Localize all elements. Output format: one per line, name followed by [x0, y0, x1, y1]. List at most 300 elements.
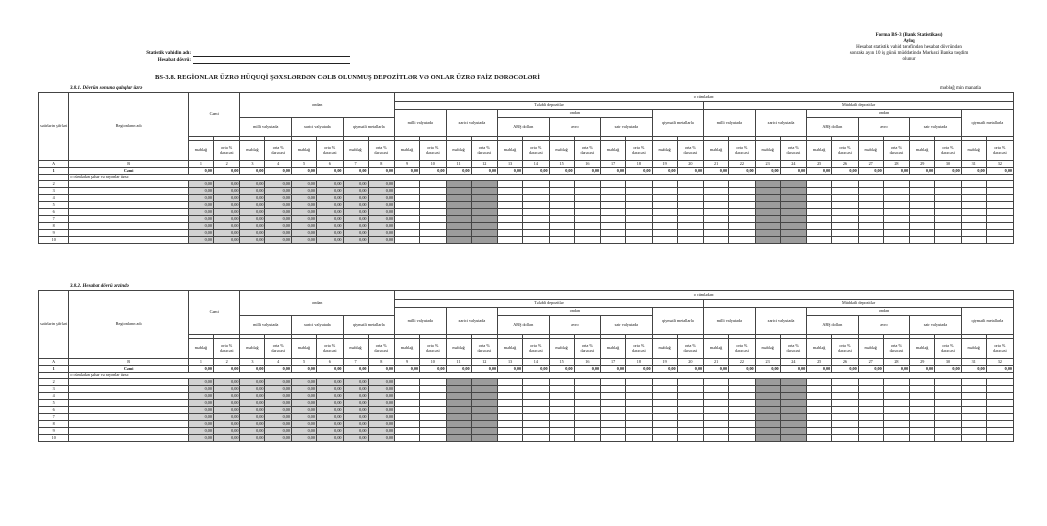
data-cell[interactable] — [446, 421, 471, 428]
data-cell[interactable] — [807, 435, 832, 442]
data-cell[interactable]: 0,00 — [343, 421, 368, 428]
data-cell[interactable]: 0,00 — [188, 181, 213, 188]
data-cell[interactable] — [498, 435, 523, 442]
data-cell[interactable] — [807, 188, 832, 195]
data-cell[interactable] — [807, 202, 832, 209]
data-cell[interactable] — [498, 237, 523, 244]
data-cell[interactable]: 0,00 — [188, 202, 213, 209]
data-cell[interactable]: 0,00 — [368, 379, 395, 386]
data-cell[interactable] — [395, 181, 420, 188]
data-cell[interactable] — [395, 223, 420, 230]
data-cell[interactable] — [677, 202, 704, 209]
data-cell[interactable] — [910, 428, 935, 435]
data-cell[interactable] — [677, 230, 704, 237]
data-cell[interactable] — [961, 435, 986, 442]
data-cell[interactable] — [574, 414, 601, 421]
data-cell[interactable]: 0,00 — [368, 407, 395, 414]
total-value-cell[interactable]: 0,00 — [395, 366, 420, 373]
data-cell[interactable] — [498, 400, 523, 407]
region-name-cell[interactable] — [69, 414, 189, 421]
data-cell[interactable] — [935, 386, 962, 393]
data-cell[interactable] — [652, 386, 677, 393]
data-cell[interactable] — [601, 393, 626, 400]
data-cell[interactable] — [677, 435, 704, 442]
total-value-cell[interactable]: 0,00 — [986, 168, 1013, 175]
total-value-cell[interactable]: 0,00 — [935, 168, 962, 175]
data-cell[interactable] — [729, 223, 756, 230]
data-cell[interactable]: 0,00 — [316, 195, 343, 202]
data-cell[interactable] — [446, 195, 471, 202]
total-value-cell[interactable]: 0,00 — [316, 366, 343, 373]
data-cell[interactable] — [574, 209, 601, 216]
data-cell[interactable] — [961, 379, 986, 386]
data-cell[interactable] — [883, 230, 910, 237]
data-cell[interactable] — [574, 407, 601, 414]
data-cell[interactable] — [755, 181, 780, 188]
total-value-cell[interactable]: 0,00 — [574, 168, 601, 175]
data-cell[interactable] — [961, 195, 986, 202]
data-cell[interactable] — [626, 400, 653, 407]
data-cell[interactable] — [574, 428, 601, 435]
data-cell[interactable] — [755, 428, 780, 435]
data-cell[interactable] — [883, 428, 910, 435]
total-value-cell[interactable]: 0,00 — [265, 168, 292, 175]
data-cell[interactable] — [935, 223, 962, 230]
data-cell[interactable] — [986, 428, 1013, 435]
data-cell[interactable] — [704, 181, 729, 188]
data-cell[interactable] — [601, 181, 626, 188]
data-cell[interactable] — [986, 386, 1013, 393]
data-cell[interactable]: 0,00 — [316, 237, 343, 244]
data-cell[interactable]: 0,00 — [316, 407, 343, 414]
data-cell[interactable] — [755, 230, 780, 237]
data-cell[interactable]: 0,00 — [213, 237, 240, 244]
data-cell[interactable] — [652, 181, 677, 188]
total-value-cell[interactable]: 0,00 — [807, 366, 832, 373]
data-cell[interactable] — [420, 188, 447, 195]
data-cell[interactable]: 0,00 — [265, 188, 292, 195]
data-cell[interactable] — [858, 188, 883, 195]
data-cell[interactable] — [471, 223, 498, 230]
data-cell[interactable] — [961, 202, 986, 209]
total-value-cell[interactable]: 0,00 — [601, 168, 626, 175]
data-cell[interactable]: 0,00 — [265, 421, 292, 428]
data-cell[interactable] — [471, 195, 498, 202]
region-name-cell[interactable] — [69, 421, 189, 428]
data-cell[interactable] — [755, 386, 780, 393]
data-cell[interactable] — [858, 421, 883, 428]
data-cell[interactable] — [910, 414, 935, 421]
data-cell[interactable] — [807, 223, 832, 230]
data-cell[interactable] — [420, 181, 447, 188]
total-value-cell[interactable]: 0,00 — [807, 168, 832, 175]
data-cell[interactable]: 0,00 — [240, 400, 265, 407]
data-cell[interactable] — [780, 230, 807, 237]
data-cell[interactable]: 0,00 — [240, 188, 265, 195]
data-cell[interactable] — [446, 435, 471, 442]
data-cell[interactable]: 0,00 — [188, 428, 213, 435]
data-cell[interactable] — [704, 230, 729, 237]
data-cell[interactable] — [729, 414, 756, 421]
total-value-cell[interactable]: 0,00 — [420, 168, 447, 175]
data-cell[interactable] — [910, 188, 935, 195]
data-cell[interactable] — [601, 435, 626, 442]
data-cell[interactable] — [471, 428, 498, 435]
data-cell[interactable]: 0,00 — [368, 195, 395, 202]
data-cell[interactable] — [780, 188, 807, 195]
data-cell[interactable] — [677, 209, 704, 216]
total-value-cell[interactable]: 0,00 — [343, 366, 368, 373]
data-cell[interactable] — [523, 414, 550, 421]
data-cell[interactable]: 0,00 — [343, 237, 368, 244]
region-name-cell[interactable] — [69, 202, 189, 209]
data-cell[interactable] — [807, 421, 832, 428]
data-cell[interactable]: 0,00 — [291, 421, 316, 428]
data-cell[interactable] — [986, 223, 1013, 230]
data-cell[interactable] — [704, 386, 729, 393]
data-cell[interactable] — [729, 209, 756, 216]
data-cell[interactable] — [523, 216, 550, 223]
data-cell[interactable] — [471, 414, 498, 421]
data-cell[interactable] — [652, 188, 677, 195]
data-cell[interactable]: 0,00 — [240, 407, 265, 414]
data-cell[interactable] — [549, 407, 574, 414]
data-cell[interactable] — [498, 188, 523, 195]
data-cell[interactable]: 0,00 — [343, 428, 368, 435]
data-cell[interactable] — [910, 435, 935, 442]
data-cell[interactable] — [935, 195, 962, 202]
data-cell[interactable] — [471, 216, 498, 223]
data-cell[interactable] — [549, 195, 574, 202]
data-cell[interactable] — [832, 230, 859, 237]
data-cell[interactable] — [549, 428, 574, 435]
data-cell[interactable] — [652, 435, 677, 442]
total-value-cell[interactable]: 0,00 — [704, 366, 729, 373]
data-cell[interactable] — [961, 428, 986, 435]
data-cell[interactable] — [523, 237, 550, 244]
data-cell[interactable] — [626, 209, 653, 216]
data-cell[interactable] — [858, 414, 883, 421]
data-cell[interactable] — [652, 407, 677, 414]
data-cell[interactable] — [498, 230, 523, 237]
data-cell[interactable] — [832, 379, 859, 386]
data-cell[interactable]: 0,00 — [240, 421, 265, 428]
data-cell[interactable] — [755, 195, 780, 202]
data-cell[interactable]: 0,00 — [368, 393, 395, 400]
data-cell[interactable] — [471, 386, 498, 393]
data-cell[interactable] — [498, 181, 523, 188]
data-cell[interactable] — [986, 181, 1013, 188]
total-value-cell[interactable]: 0,00 — [523, 366, 550, 373]
data-cell[interactable] — [910, 407, 935, 414]
region-name-cell[interactable] — [69, 230, 189, 237]
data-cell[interactable] — [780, 195, 807, 202]
data-cell[interactable] — [471, 379, 498, 386]
data-cell[interactable] — [986, 407, 1013, 414]
data-cell[interactable]: 0,00 — [316, 393, 343, 400]
data-cell[interactable] — [549, 230, 574, 237]
data-cell[interactable]: 0,00 — [265, 428, 292, 435]
data-cell[interactable]: 0,00 — [343, 230, 368, 237]
data-cell[interactable] — [986, 188, 1013, 195]
data-cell[interactable] — [910, 195, 935, 202]
total-value-cell[interactable]: 0,00 — [316, 168, 343, 175]
data-cell[interactable] — [755, 237, 780, 244]
data-cell[interactable]: 0,00 — [213, 421, 240, 428]
data-cell[interactable] — [729, 195, 756, 202]
data-cell[interactable] — [704, 407, 729, 414]
data-cell[interactable] — [910, 216, 935, 223]
data-cell[interactable] — [420, 400, 447, 407]
data-cell[interactable] — [574, 435, 601, 442]
data-cell[interactable] — [395, 202, 420, 209]
data-cell[interactable]: 0,00 — [291, 386, 316, 393]
data-cell[interactable]: 0,00 — [343, 202, 368, 209]
data-cell[interactable] — [807, 386, 832, 393]
data-cell[interactable]: 0,00 — [368, 421, 395, 428]
data-cell[interactable] — [961, 223, 986, 230]
data-cell[interactable] — [395, 237, 420, 244]
data-cell[interactable] — [601, 428, 626, 435]
data-cell[interactable]: 0,00 — [213, 216, 240, 223]
data-cell[interactable] — [471, 237, 498, 244]
data-cell[interactable]: 0,00 — [291, 435, 316, 442]
data-cell[interactable] — [395, 379, 420, 386]
total-value-cell[interactable]: 0,00 — [188, 168, 213, 175]
data-cell[interactable]: 0,00 — [316, 421, 343, 428]
data-cell[interactable] — [471, 230, 498, 237]
data-cell[interactable] — [549, 421, 574, 428]
total-value-cell[interactable]: 0,00 — [858, 366, 883, 373]
data-cell[interactable]: 0,00 — [291, 414, 316, 421]
data-cell[interactable] — [935, 421, 962, 428]
data-cell[interactable] — [395, 407, 420, 414]
data-cell[interactable] — [395, 393, 420, 400]
data-cell[interactable]: 0,00 — [291, 379, 316, 386]
data-cell[interactable] — [523, 202, 550, 209]
data-cell[interactable] — [729, 237, 756, 244]
data-cell[interactable]: 0,00 — [213, 414, 240, 421]
data-cell[interactable] — [986, 435, 1013, 442]
data-cell[interactable] — [498, 223, 523, 230]
data-cell[interactable] — [832, 209, 859, 216]
data-cell[interactable] — [807, 230, 832, 237]
data-cell[interactable] — [832, 181, 859, 188]
data-cell[interactable] — [780, 237, 807, 244]
data-cell[interactable] — [704, 421, 729, 428]
data-cell[interactable] — [858, 216, 883, 223]
total-value-cell[interactable]: 0,00 — [858, 168, 883, 175]
data-cell[interactable] — [677, 195, 704, 202]
total-value-cell[interactable]: 0,00 — [935, 366, 962, 373]
data-cell[interactable] — [883, 421, 910, 428]
data-cell[interactable]: 0,00 — [240, 393, 265, 400]
data-cell[interactable]: 0,00 — [213, 209, 240, 216]
data-cell[interactable] — [910, 386, 935, 393]
total-value-cell[interactable]: 0,00 — [549, 366, 574, 373]
data-cell[interactable] — [523, 195, 550, 202]
data-cell[interactable]: 0,00 — [368, 216, 395, 223]
data-cell[interactable] — [446, 209, 471, 216]
data-cell[interactable] — [910, 181, 935, 188]
data-cell[interactable] — [446, 223, 471, 230]
data-cell[interactable] — [910, 230, 935, 237]
data-cell[interactable]: 0,00 — [213, 379, 240, 386]
data-cell[interactable] — [755, 379, 780, 386]
data-cell[interactable] — [549, 414, 574, 421]
data-cell[interactable] — [986, 230, 1013, 237]
data-cell[interactable] — [523, 181, 550, 188]
data-cell[interactable]: 0,00 — [265, 393, 292, 400]
data-cell[interactable] — [601, 202, 626, 209]
data-cell[interactable]: 0,00 — [213, 393, 240, 400]
region-name-cell[interactable] — [69, 435, 189, 442]
data-cell[interactable] — [626, 195, 653, 202]
data-cell[interactable] — [986, 393, 1013, 400]
total-value-cell[interactable]: 0,00 — [704, 168, 729, 175]
data-cell[interactable]: 0,00 — [343, 379, 368, 386]
data-cell[interactable] — [574, 386, 601, 393]
data-cell[interactable]: 0,00 — [188, 400, 213, 407]
data-cell[interactable] — [574, 421, 601, 428]
data-cell[interactable] — [601, 216, 626, 223]
data-cell[interactable] — [626, 407, 653, 414]
data-cell[interactable] — [652, 237, 677, 244]
region-name-cell[interactable] — [69, 386, 189, 393]
data-cell[interactable] — [420, 230, 447, 237]
total-value-cell[interactable]: 0,00 — [883, 168, 910, 175]
data-cell[interactable] — [986, 400, 1013, 407]
data-cell[interactable] — [471, 181, 498, 188]
data-cell[interactable]: 0,00 — [188, 407, 213, 414]
data-cell[interactable] — [677, 393, 704, 400]
region-name-cell[interactable] — [69, 209, 189, 216]
data-cell[interactable]: 0,00 — [265, 407, 292, 414]
data-cell[interactable] — [446, 379, 471, 386]
data-cell[interactable] — [986, 216, 1013, 223]
data-cell[interactable] — [755, 421, 780, 428]
data-cell[interactable]: 0,00 — [368, 435, 395, 442]
data-cell[interactable] — [807, 209, 832, 216]
data-cell[interactable] — [883, 407, 910, 414]
data-cell[interactable] — [832, 216, 859, 223]
data-cell[interactable]: 0,00 — [265, 237, 292, 244]
data-cell[interactable] — [626, 181, 653, 188]
data-cell[interactable] — [420, 435, 447, 442]
data-cell[interactable] — [395, 209, 420, 216]
data-cell[interactable] — [935, 393, 962, 400]
data-cell[interactable] — [626, 393, 653, 400]
data-cell[interactable] — [446, 181, 471, 188]
data-cell[interactable] — [729, 379, 756, 386]
data-cell[interactable] — [832, 435, 859, 442]
data-cell[interactable] — [652, 202, 677, 209]
data-cell[interactable] — [961, 407, 986, 414]
data-cell[interactable]: 0,00 — [240, 195, 265, 202]
data-cell[interactable] — [807, 400, 832, 407]
data-cell[interactable] — [858, 386, 883, 393]
data-cell[interactable]: 0,00 — [316, 188, 343, 195]
data-cell[interactable] — [471, 209, 498, 216]
data-cell[interactable] — [677, 386, 704, 393]
data-cell[interactable] — [961, 181, 986, 188]
data-cell[interactable] — [807, 407, 832, 414]
data-cell[interactable] — [729, 230, 756, 237]
data-cell[interactable]: 0,00 — [343, 393, 368, 400]
data-cell[interactable]: 0,00 — [343, 181, 368, 188]
data-cell[interactable] — [832, 421, 859, 428]
data-cell[interactable] — [601, 237, 626, 244]
data-cell[interactable] — [471, 393, 498, 400]
data-cell[interactable] — [446, 393, 471, 400]
data-cell[interactable]: 0,00 — [291, 230, 316, 237]
data-cell[interactable] — [780, 209, 807, 216]
data-cell[interactable]: 0,00 — [291, 407, 316, 414]
region-name-cell[interactable] — [69, 216, 189, 223]
data-cell[interactable] — [961, 414, 986, 421]
data-cell[interactable] — [574, 379, 601, 386]
data-cell[interactable] — [420, 414, 447, 421]
data-cell[interactable]: 0,00 — [343, 435, 368, 442]
data-cell[interactable] — [601, 421, 626, 428]
data-cell[interactable] — [883, 202, 910, 209]
total-value-cell[interactable]: 0,00 — [755, 366, 780, 373]
data-cell[interactable]: 0,00 — [188, 414, 213, 421]
data-cell[interactable]: 0,00 — [240, 379, 265, 386]
data-cell[interactable] — [807, 216, 832, 223]
total-value-cell[interactable]: 0,00 — [188, 366, 213, 373]
data-cell[interactable] — [574, 181, 601, 188]
data-cell[interactable]: 0,00 — [368, 400, 395, 407]
data-cell[interactable] — [498, 379, 523, 386]
data-cell[interactable] — [935, 230, 962, 237]
data-cell[interactable] — [523, 379, 550, 386]
data-cell[interactable] — [729, 421, 756, 428]
total-value-cell[interactable]: 0,00 — [961, 168, 986, 175]
data-cell[interactable]: 0,00 — [240, 181, 265, 188]
data-cell[interactable] — [549, 216, 574, 223]
data-cell[interactable] — [910, 421, 935, 428]
total-value-cell[interactable]: 0,00 — [291, 366, 316, 373]
data-cell[interactable]: 0,00 — [265, 386, 292, 393]
data-cell[interactable] — [652, 230, 677, 237]
data-cell[interactable] — [677, 216, 704, 223]
data-cell[interactable] — [626, 428, 653, 435]
data-cell[interactable] — [652, 209, 677, 216]
unit-name-field[interactable] — [193, 51, 350, 57]
total-value-cell[interactable]: 0,00 — [420, 366, 447, 373]
data-cell[interactable]: 0,00 — [265, 230, 292, 237]
data-cell[interactable] — [883, 379, 910, 386]
data-cell[interactable] — [729, 435, 756, 442]
data-cell[interactable] — [755, 216, 780, 223]
data-cell[interactable]: 0,00 — [291, 400, 316, 407]
data-cell[interactable] — [832, 428, 859, 435]
data-cell[interactable] — [549, 237, 574, 244]
data-cell[interactable] — [601, 223, 626, 230]
data-cell[interactable] — [780, 414, 807, 421]
data-cell[interactable] — [652, 428, 677, 435]
data-cell[interactable] — [420, 209, 447, 216]
data-cell[interactable] — [961, 237, 986, 244]
data-cell[interactable] — [883, 181, 910, 188]
data-cell[interactable] — [549, 188, 574, 195]
data-cell[interactable]: 0,00 — [240, 428, 265, 435]
data-cell[interactable] — [935, 237, 962, 244]
data-cell[interactable] — [729, 407, 756, 414]
data-cell[interactable] — [986, 379, 1013, 386]
data-cell[interactable] — [807, 414, 832, 421]
